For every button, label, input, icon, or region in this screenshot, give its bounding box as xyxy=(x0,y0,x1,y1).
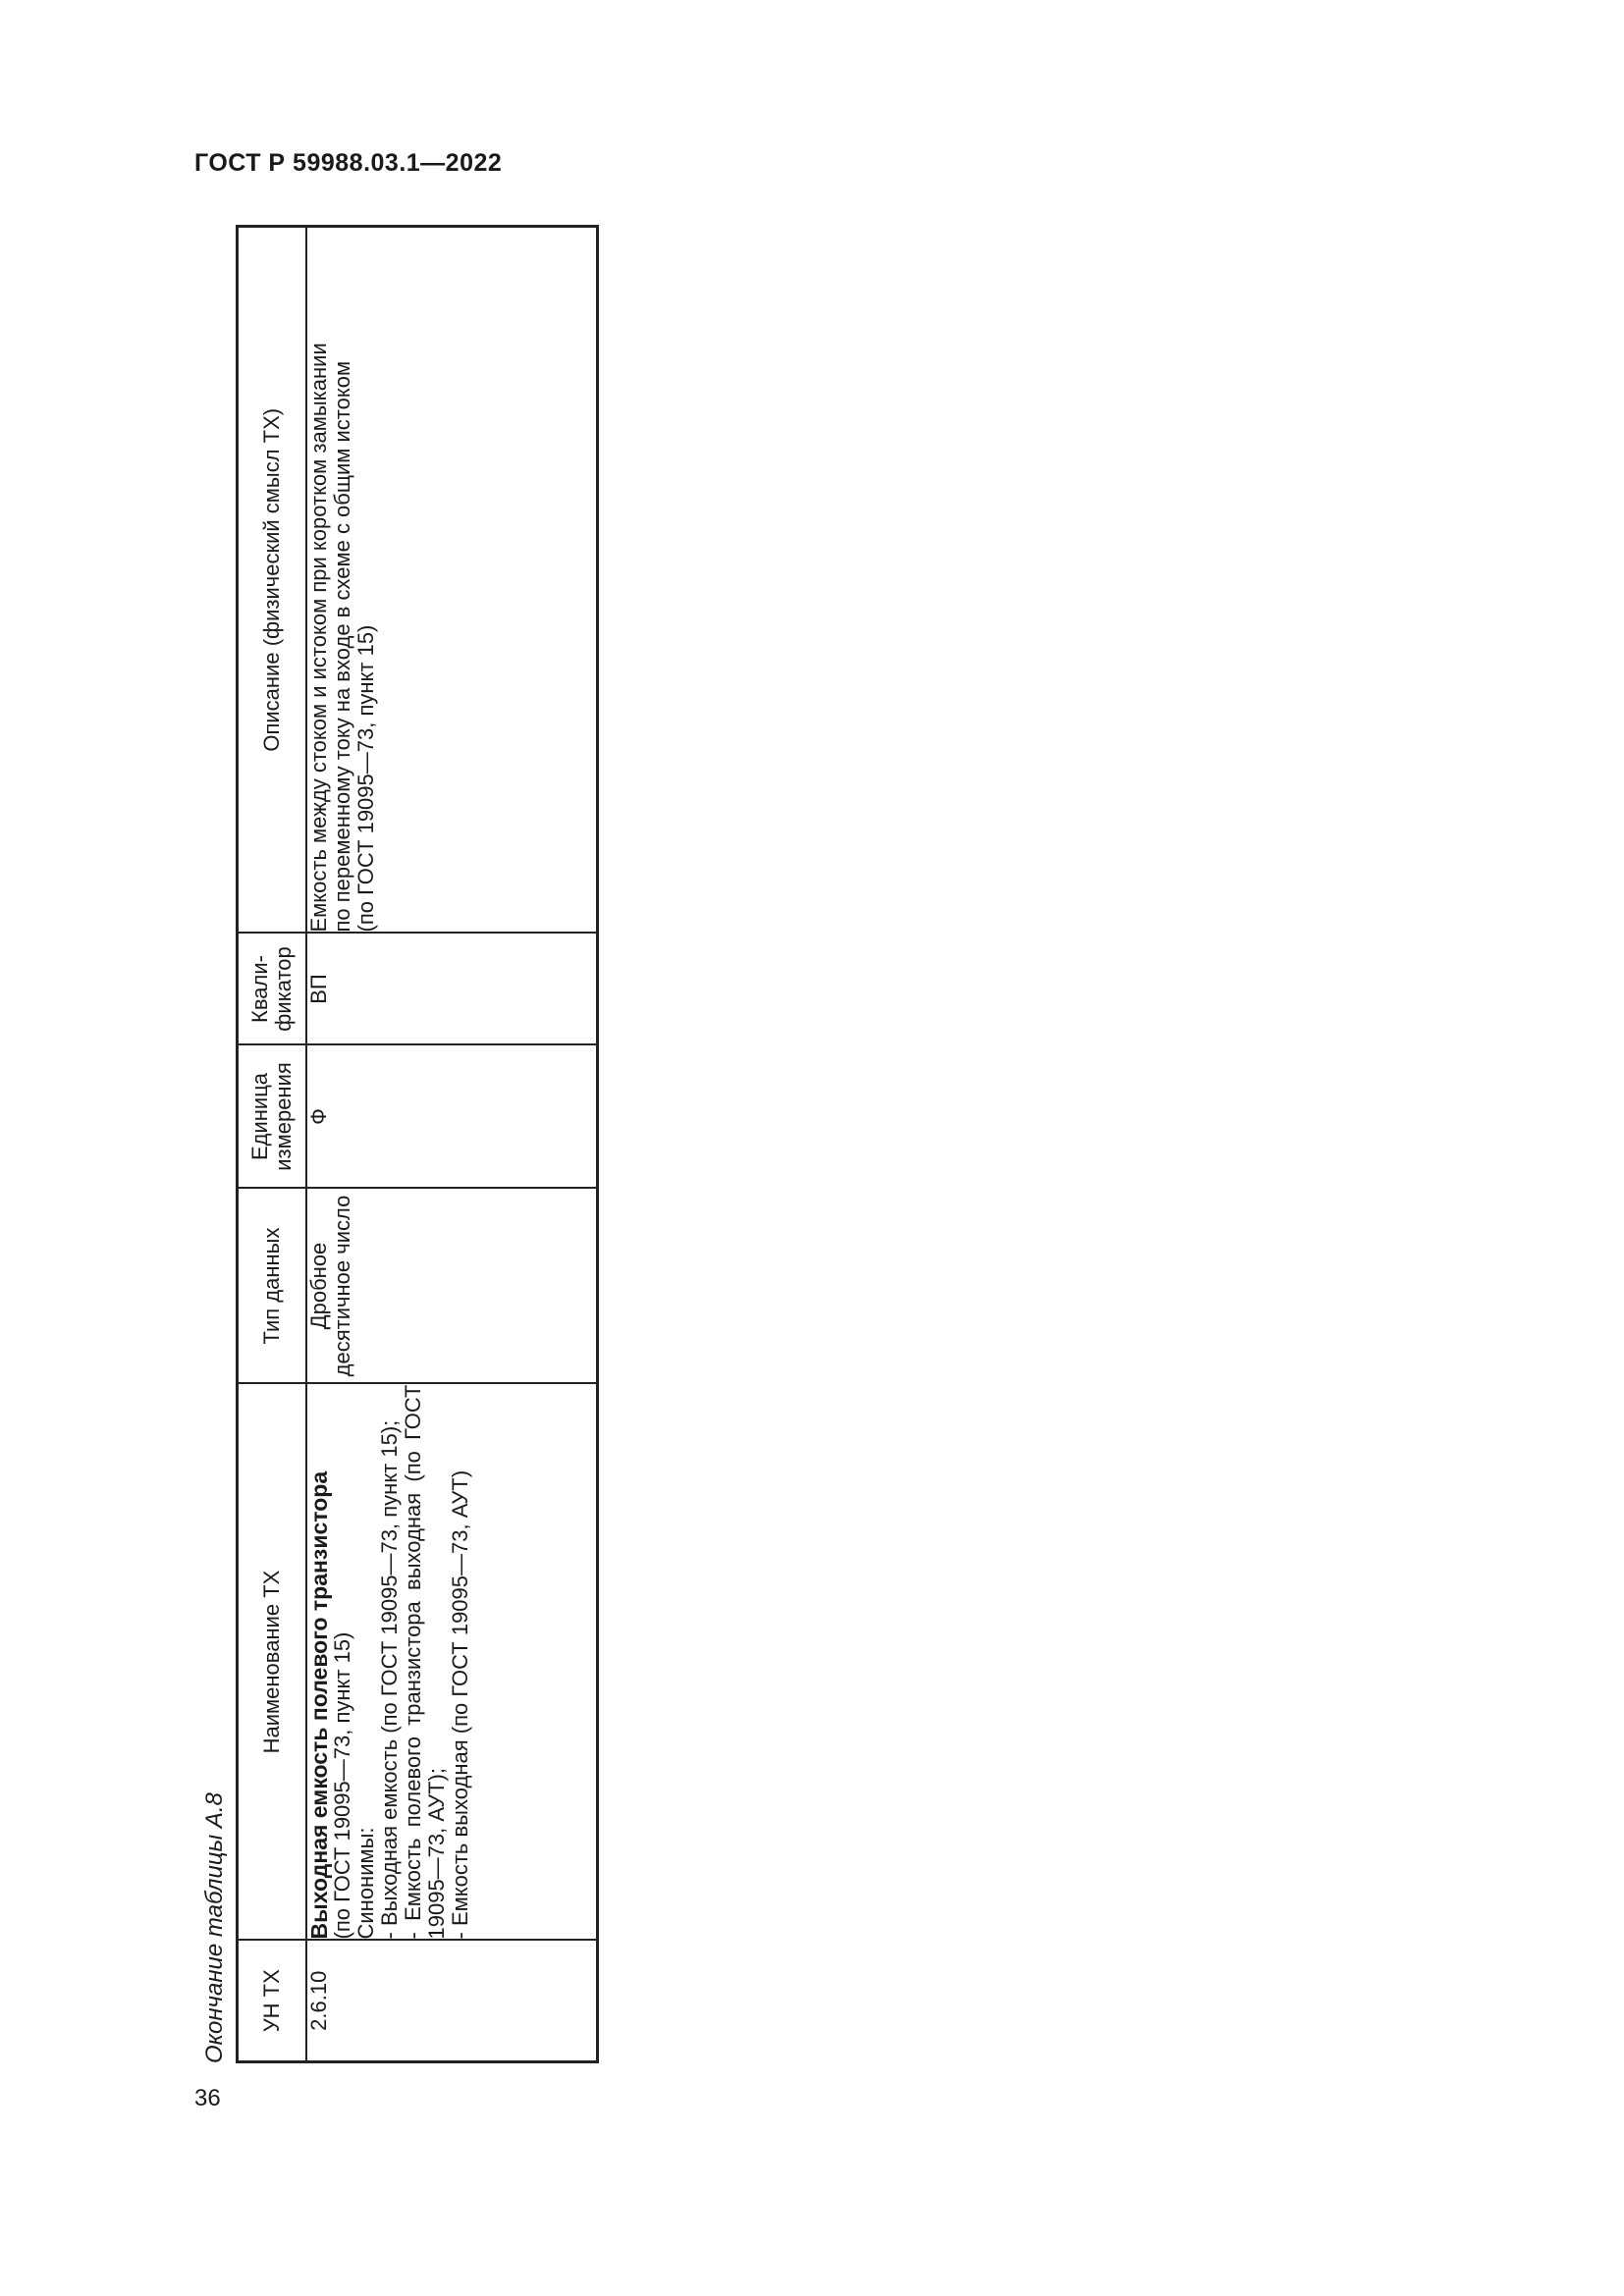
header-name: Наименование ТХ xyxy=(238,1384,306,1941)
document-header: ГОСТ Р 59988.03.1—2022 xyxy=(194,149,503,177)
header-qualifier: Квали-фикатор xyxy=(238,934,306,1045)
cell-name xyxy=(306,1384,598,1941)
name-line: - Емкость выходная (по ГОСТ 19095—73, АУТ) xyxy=(447,1469,472,1940)
header-description: Описание (физический смысл ТХ) xyxy=(238,227,306,934)
name-line: - Емкость полевого транзистора выходная (по ГОСТ 19095—73, АУТ); xyxy=(400,1384,449,1940)
description-line: по переменному току на входе в схеме с общим истоком xyxy=(329,360,354,933)
name-line: (по ГОСТ 19095—73, пункт 15) xyxy=(329,1631,354,1940)
cell-code: 2.6.10 xyxy=(306,1941,598,2062)
name-line: Синонимы: xyxy=(352,1827,378,1940)
cell-unit: Ф xyxy=(306,1045,598,1189)
header-unit: Единица измерения xyxy=(238,1045,306,1189)
table-header-row xyxy=(238,227,306,2062)
name-title: Выходная емкость полевого транзистора xyxy=(305,1470,332,1940)
table-caption: Окончание таблицы А.8 xyxy=(201,1792,228,2063)
table-row xyxy=(306,227,598,2062)
spec-table xyxy=(236,225,599,2063)
cell-qualifier: ВП xyxy=(306,934,598,1045)
header-type: Тип данных xyxy=(238,1189,306,1384)
rotated-table-block xyxy=(194,228,599,2063)
description-line: Емкость между стоком и истоком при коротком замыкании xyxy=(305,343,331,933)
page-number: 36 xyxy=(194,2085,221,2111)
description-line: (по ГОСТ 19095—73, пункт 15) xyxy=(352,624,378,933)
header-code: УН ТХ xyxy=(238,1941,306,2062)
cell-description xyxy=(306,227,598,934)
cell-type: Дробное десятичное число xyxy=(306,1189,598,1384)
name-line: - Выходная емкость (по ГОСТ 19095—73, пункт 15); xyxy=(376,1419,402,1940)
